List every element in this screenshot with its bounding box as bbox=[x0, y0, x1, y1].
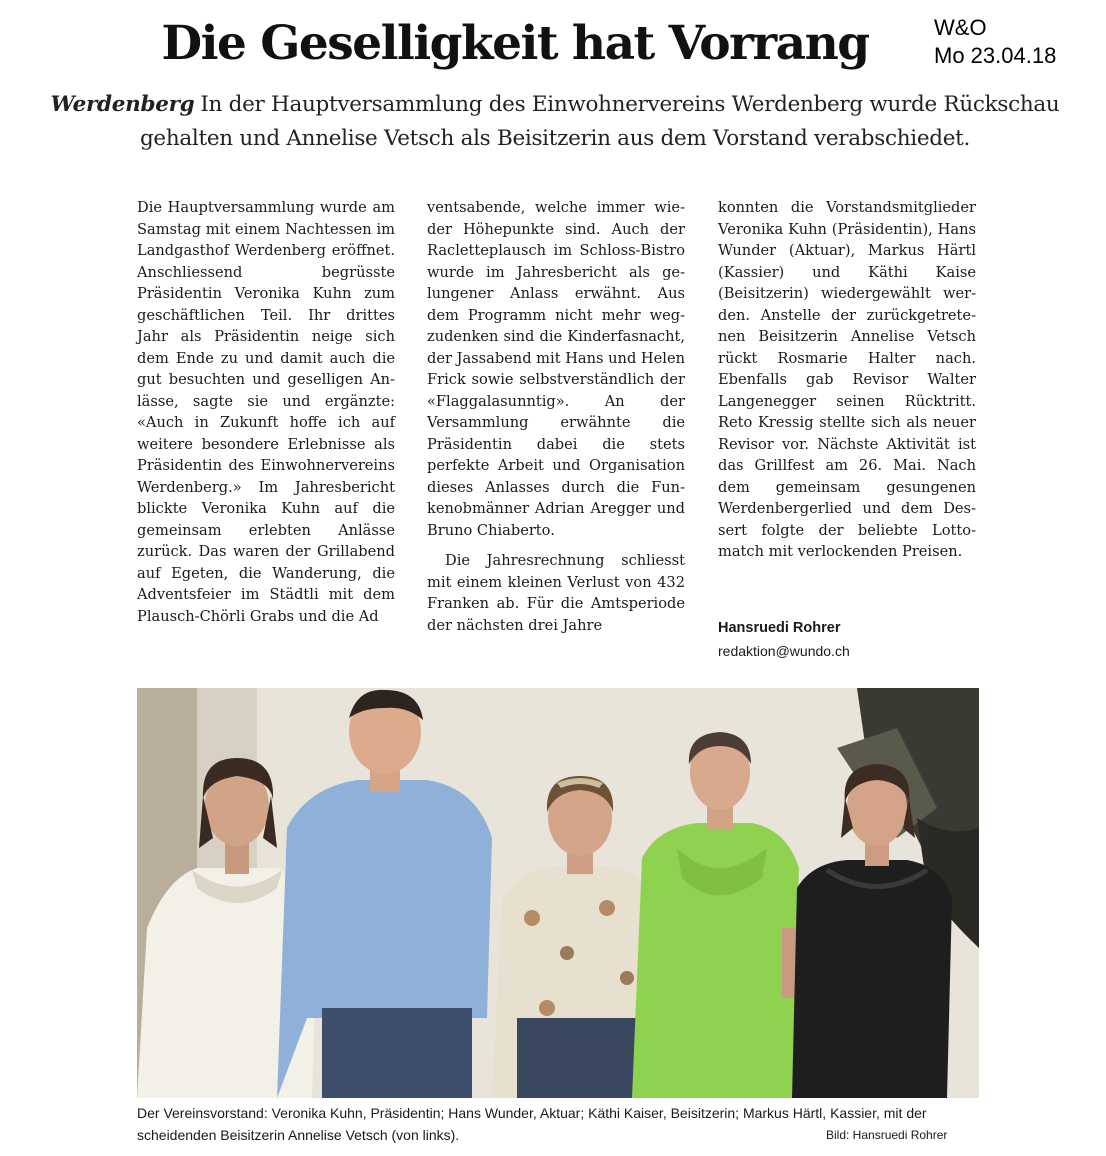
article-paragraph: Die Hauptversammlung wurde am Samstag mit einem Nachtessen im Landgasthof Werdenberg eröffnet. Anschliessend begrüsste Präsidentin Veronika Kuhn zum geschäftlichen Teil. Ihr drittes Jahr als Präsidentin neige sich dem Ende zu und damit auch die gut besuchten und geselligen Anlässe, sagte sie und ergänzte: «Auch in Zukunft hoffe ich auf weitere besondere Erlebnisse als Präsidentin des Einwohnervereins Werdenberg.» Im Jahresbericht blickte Veronika Kuhn auf die gemeinsam erlebten Anlässe zurück. Das waren der Grillabend auf Egeten, die Wanderung, die Adventsfeier im Städtli mit dem Plausch-Chörli Grabs und die Ad bbox=[137, 199, 395, 625]
lead-paragraph bbox=[10, 88, 1100, 156]
photo-credit: Bild: Hansruedi Rohrer bbox=[826, 1128, 948, 1142]
publication-date: Mo 23.04.18 bbox=[934, 43, 1057, 68]
article-column-1 bbox=[137, 197, 395, 627]
article-paragraph: ventsabende, welche immer wieder Höhepunkte sind. Auch der Racletteplausch im Schloss-Bistro wurde im Jahresbericht als gelungener Anlass erwähnt. Aus dem Programm nicht mehr wegzudenken sind die Kinderfasnacht, der Jassabend mit Hans und Helen Frick sowie selbstverständlich der «Flaggalasunntig». An der Versammlung erwähnte die Präsidentin dabei die stets perfekte Arbeit und Organisation dieses Anlasses durch die Funkenobmänner Adrian Aregger und Bruno Chiaberto. bbox=[427, 199, 685, 539]
article-column-3 bbox=[718, 197, 976, 563]
publication-stamp bbox=[934, 14, 1056, 70]
group-photo-illustration bbox=[137, 688, 979, 1098]
lead-text: In der Hauptversammlung des Einwohnervereins Werdenberg wurde Rückschau gehalten und Annelise Vetsch als Beisitzerin aus dem Vorstand verabschiedet. bbox=[139, 92, 1060, 151]
article-paragraph: Die Jahresrechnung schliesst mit einem kleinen Verlust von 432 Franken ab. Für die Amtsperiode der nächsten drei Jahre bbox=[427, 552, 685, 634]
publication-name: W&O bbox=[934, 15, 987, 40]
byline-email: redaktion@wundo.ch bbox=[718, 643, 850, 659]
photo-caption: Der Vereinsvorstand: Veronika Kuhn, Präsidentin; Hans Wunder, Aktuar; Käthi Kaiser, Beisitzerin; Markus Härtl, Kassier, mit der scheidenden Beisitzerin Annelise Vetsch (von links). bbox=[137, 1105, 927, 1143]
article-column-2 bbox=[427, 197, 685, 636]
headline: Die Geselligkeit hat Vorrang bbox=[161, 16, 869, 71]
group-photo bbox=[137, 688, 979, 1098]
byline-author: Hansruedi Rohrer bbox=[718, 620, 841, 636]
lead-kicker: Werdenberg bbox=[50, 92, 195, 117]
article-paragraph: konnten die Vorstandsmitglieder Veronika Kuhn (Präsidentin), Hans Wunder (Aktuar), Markus Härtl (Kassier) und Käthi Kaise (Beisitzerin) wiedergewählt werden. Anstelle der zurückgetretenen Beisitzerin Annelise Vetsch rückt Rosmarie Halter nach. Ebenfalls gab Revisor Walter Langenegger seinen Rücktritt. Reto Kressig stellte sich als neuer Revisor vor. Nächste Aktivität ist das Grillfest am 26. Mai. Nach dem gemeinsam gesungenen Werdenbergerlied und dem Dessert folgte der beliebte Lottomatch mit verlockenden Preisen. bbox=[718, 199, 976, 560]
